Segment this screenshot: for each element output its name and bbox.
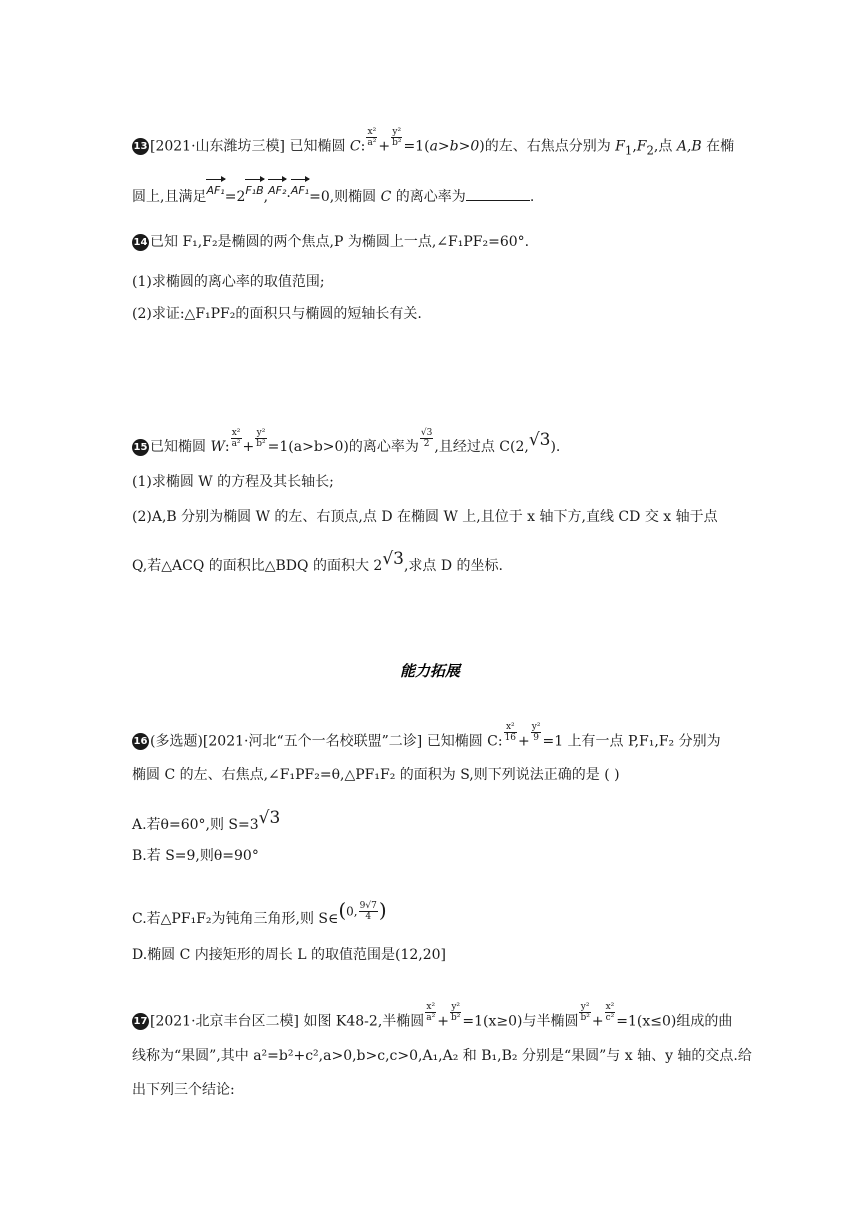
- q16-line2: 椭圆 C 的左、右焦点,∠F₁PF₂=θ,△PF₁F₂ 的面积为 S,则下列说法正确的是 ( ): [132, 767, 620, 783]
- q13-line2: [132, 184, 535, 208]
- q15-plus: +: [242, 439, 255, 455]
- q17-frac1-num: x²: [426, 1002, 436, 1012]
- q14-line1: [132, 232, 529, 252]
- q13-f2-sub: 2: [646, 143, 654, 158]
- q15-line1: [132, 427, 561, 458]
- q13-line1: [132, 127, 735, 160]
- q14-number-badge: 14: [132, 234, 149, 251]
- q15-part2-sqrt: √3: [382, 549, 404, 569]
- q13-text3: ,点: [653, 138, 677, 155]
- q15-eccentricity: [420, 428, 433, 449]
- q17-fraction-2: [450, 1002, 461, 1023]
- section-title: 能力拓展: [399, 662, 460, 680]
- q16-frac1-den: 16: [504, 733, 517, 743]
- option-c-interval: (0, $\frac{9√7}{4}$ ): [338, 898, 387, 922]
- q13-period: .: [529, 189, 535, 205]
- q13-number-badge: 13: [132, 138, 149, 155]
- q17-text3: =1(x≤0)组成的曲: [616, 1013, 733, 1030]
- q17-line2: 线称为“果圆”,其中 a²=b²+c²,a>0,b>c,c>0,A₁,A₂ 和 B₁,B₂ 分别是“果圆”与 x 轴、y 轴的交点.给: [132, 1048, 752, 1064]
- q15-fraction-y: [255, 428, 266, 449]
- q13-f1-sub: 1: [624, 143, 633, 158]
- vector-af1-second: AF₁: [291, 181, 309, 201]
- option-c-frac-den: 4: [359, 911, 378, 922]
- q17-fraction-4: [605, 1002, 616, 1023]
- q15-part2-text: Q,若△ACQ 的面积比△BDQ 的面积大 2: [132, 558, 383, 574]
- q16-line1: [132, 722, 721, 752]
- q13-fraction-y: [391, 127, 402, 148]
- q16-fraction-y: [531, 722, 542, 743]
- q15-text: 已知椭圆: [150, 439, 211, 455]
- q15-frac2-den: b²: [256, 438, 266, 449]
- q13-ellipse-name: C: [349, 138, 361, 155]
- option-b[interactable]: B.若 S=9,则θ=90°: [132, 848, 259, 864]
- q13-line2-ellipse: C: [380, 189, 392, 205]
- q15-frac2-num: y²: [256, 427, 266, 438]
- q13-dot: ·: [286, 189, 291, 205]
- option-c-fraction: [359, 901, 378, 922]
- q13-eq: =1(: [403, 138, 430, 155]
- q13-f2: F: [636, 138, 647, 155]
- q16-frac2-num: y²: [531, 722, 541, 732]
- q15-part1: (1)求椭圆 W 的方程及其长轴长;: [132, 474, 334, 490]
- q16-frac2-den: 9: [531, 732, 542, 743]
- q13-eq2: =2: [224, 189, 246, 205]
- q15-part2-end: ,求点 D 的坐标.: [403, 558, 503, 574]
- q13-colon: :: [360, 138, 366, 155]
- q17-number-badge: 17: [132, 1013, 149, 1030]
- q13-frac2-num: y²: [392, 127, 402, 137]
- q13-fraction-x: [366, 127, 377, 148]
- option-c-text: C.若△PF₁F₂为钝角三角形,则 S∈: [132, 911, 339, 927]
- q15-number-badge: 15: [132, 439, 149, 456]
- q13-frac1-den: a²: [367, 138, 377, 148]
- q13-comma2: ,: [263, 189, 269, 205]
- q15-frac1-den: a²: [231, 438, 241, 449]
- q13-frac2-den: b²: [392, 138, 402, 148]
- q15-part2-cont: [132, 549, 503, 576]
- option-a-text: A.若θ=60°,则 S=3: [132, 817, 259, 833]
- vector-f1b: F₁B: [245, 181, 263, 201]
- q17-frac2-num: y²: [451, 1002, 461, 1012]
- q16-frac1-num: x²: [505, 722, 515, 732]
- q17-frac3-num: y²: [580, 1002, 590, 1012]
- q17-frac3-den: b²: [580, 1013, 590, 1023]
- q17-text: [2021·北京丰台区二模] 如图 K48-2,半椭圆: [150, 1013, 425, 1030]
- q17-plus: +: [437, 1013, 449, 1030]
- q13-text2: )的左、右焦点分别为: [479, 138, 616, 155]
- option-c-frac-num: 9√7: [359, 901, 377, 911]
- q13-points: A,B: [676, 138, 702, 155]
- q15-frac1-num: x²: [231, 427, 241, 438]
- q16-plus: +: [518, 733, 530, 750]
- q15-colon: :: [224, 439, 230, 455]
- vector-af2: AF₂: [268, 181, 286, 201]
- q13-frac1-num: x²: [367, 127, 377, 137]
- q15-sqrt: √3: [528, 430, 551, 450]
- q13-text4: 在椭: [701, 138, 735, 155]
- q14-part1: (1)求椭圆的离心率的取值范围;: [132, 274, 325, 290]
- q16-text2: =1 上有一点 P,F₁,F₂ 分别为: [542, 733, 721, 750]
- q15-ecc-den: 2: [420, 438, 433, 449]
- q17-frac4-den: c²: [605, 1013, 615, 1023]
- q17-line3: 出下列三个结论:: [132, 1082, 235, 1098]
- option-c-interval-start: 0,: [346, 904, 358, 919]
- q17-frac4-num: x²: [605, 1002, 615, 1012]
- q16-fraction-x: [504, 722, 517, 743]
- q15-text2: =1(a>b>0)的离心率为: [267, 439, 419, 455]
- q16-number-badge: 16: [132, 733, 149, 750]
- q15-fraction-x: [231, 428, 242, 449]
- q13-f1: F: [615, 138, 625, 155]
- q17-line1: [132, 1002, 733, 1032]
- q13-comma: ,: [632, 138, 637, 155]
- q14-stem: 已知 F₁,F₂是椭圆的两个焦点,P 为椭圆上一点,∠F₁PF₂=60°.: [150, 234, 530, 250]
- q13-condition: a>b>0: [429, 138, 480, 155]
- q17-plus2: +: [591, 1013, 604, 1030]
- q15-text4: ).: [550, 439, 561, 455]
- q13-line2-text: 圆上,且满足: [132, 189, 207, 205]
- q17-fraction-3: [579, 1002, 590, 1023]
- q13-line2-text3: 的离心率为: [391, 189, 466, 205]
- q17-text2: =1(x≥0)与半椭圆: [462, 1013, 579, 1030]
- answer-blank[interactable]: [466, 200, 530, 201]
- option-d[interactable]: D.椭圆 C 内接矩形的周长 L 的取值范围是(12,20]: [132, 947, 446, 963]
- option-c[interactable]: [132, 898, 387, 930]
- q14-part2: (2)求证:△F₁PF₂的面积只与椭圆的短轴长有关.: [132, 306, 422, 322]
- option-a[interactable]: [132, 808, 281, 835]
- q13-line2-text2: =0,则椭圆: [309, 189, 381, 205]
- q15-ellipse-name: W: [210, 439, 225, 455]
- q13-source: [2021·山东潍坊三模]: [150, 138, 286, 155]
- option-a-sqrt: √3: [258, 808, 281, 828]
- q16-text: (多选题)[2021·河北“五个一名校联盟”二诊] 已知椭圆 C:: [150, 733, 503, 750]
- q13-text: 已知椭圆: [285, 138, 350, 155]
- q15-part2: (2)A,B 分别为椭圆 W 的左、右顶点,点 D 在椭圆 W 上,且位于 x 轴下方,直线 CD 交 x 轴于点: [132, 509, 718, 525]
- q13-plus: +: [378, 138, 391, 155]
- q15-ecc-num: √3: [420, 427, 433, 438]
- q17-frac2-den: b²: [450, 1013, 461, 1023]
- q17-frac1-den: a²: [426, 1013, 436, 1023]
- q17-fraction-1: [425, 1002, 436, 1023]
- vector-af1: AF₁: [206, 181, 224, 201]
- q15-text3: ,且经过点 C(2,: [434, 439, 529, 455]
